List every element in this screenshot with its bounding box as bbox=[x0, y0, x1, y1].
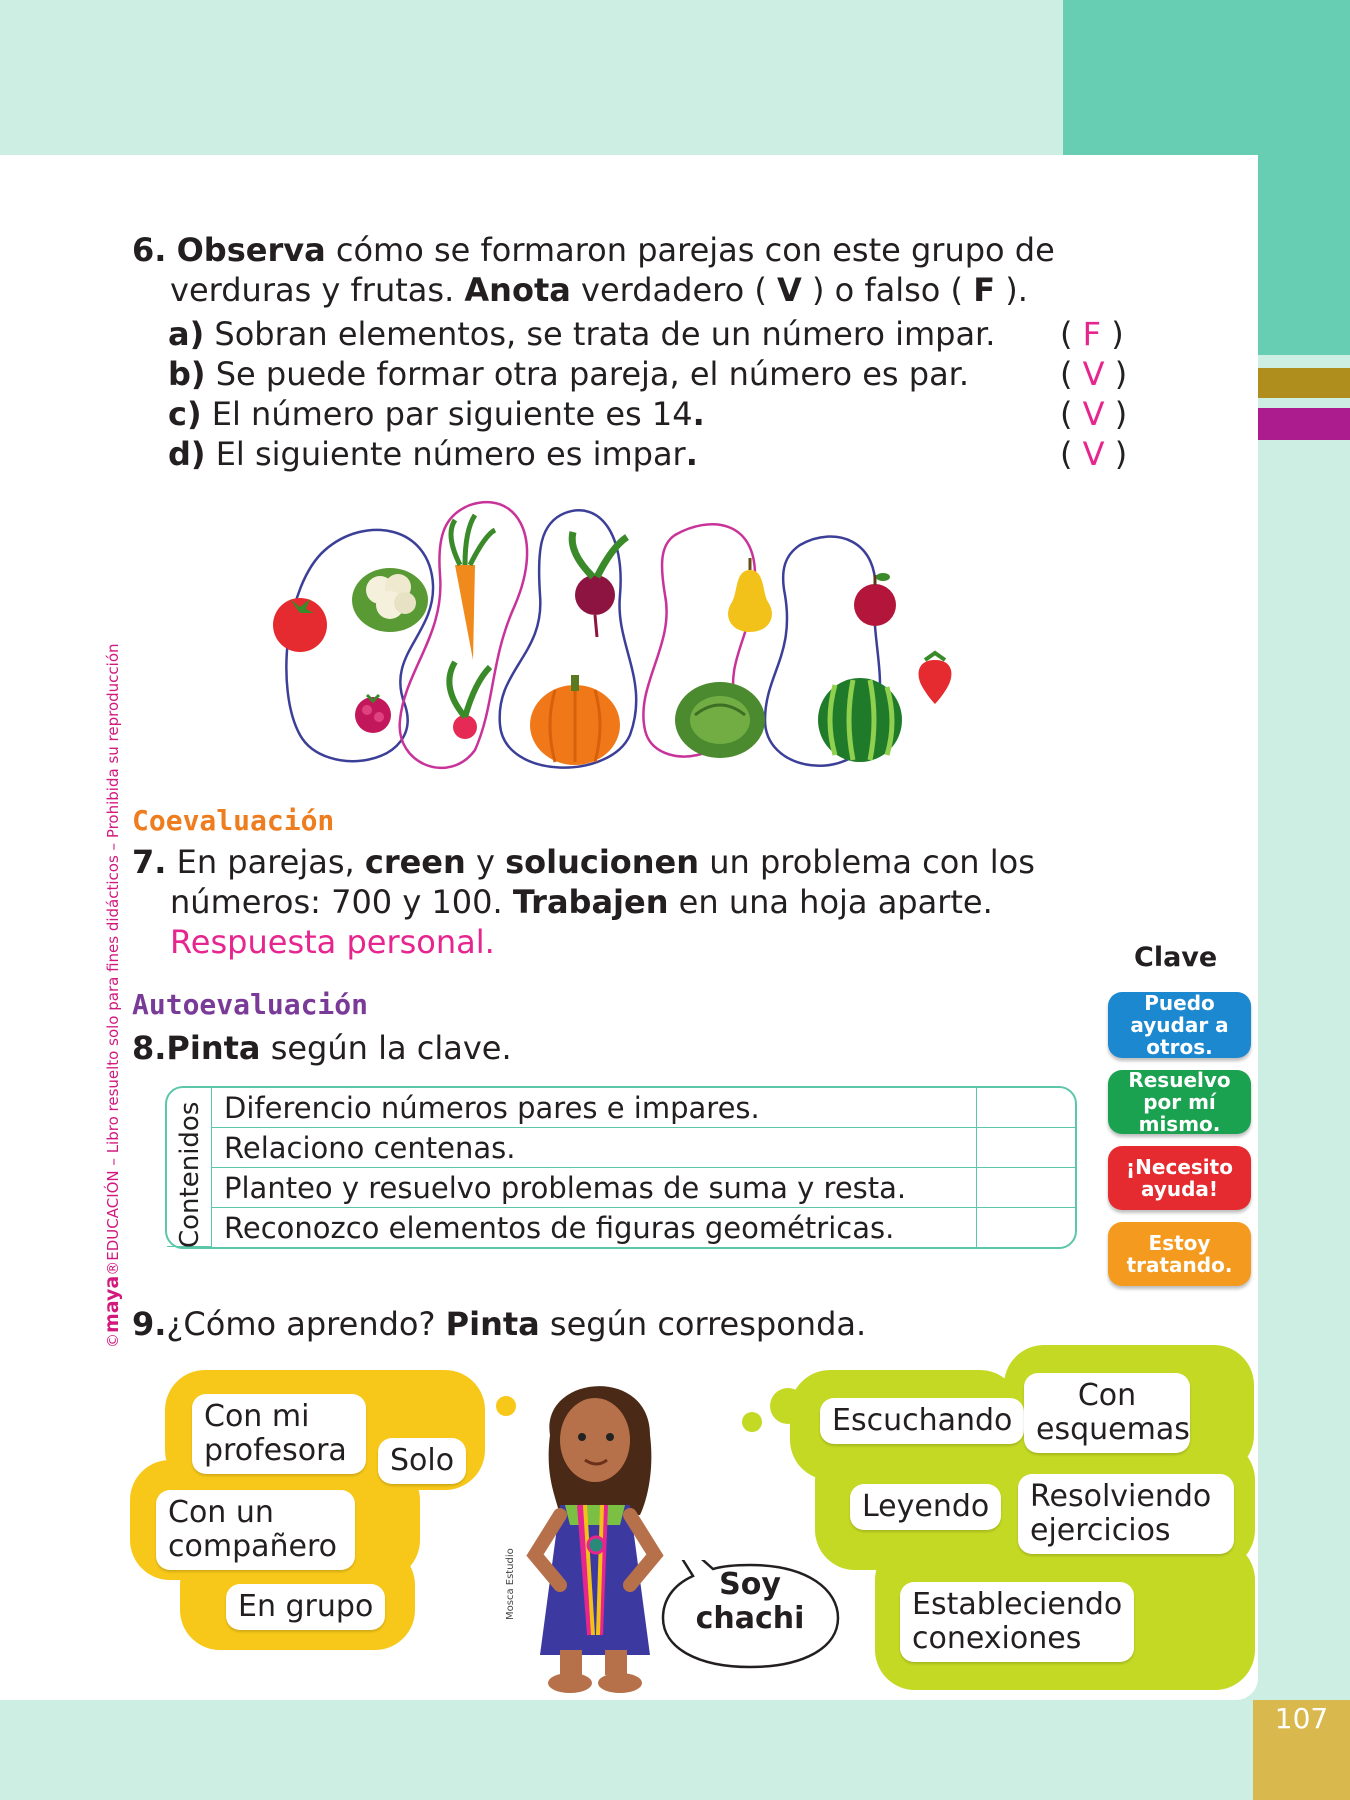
paint-box-2[interactable] bbox=[976, 1128, 1075, 1168]
q8-instruction: 8.Pinta según la clave. bbox=[132, 1029, 512, 1067]
row-text-1: Diferencio números pares e impares. bbox=[211, 1088, 976, 1128]
q7-line2: números: 700 y 100. Trabajen en una hoja aparte. bbox=[170, 883, 993, 921]
fruit-pairs-illustration bbox=[255, 495, 975, 780]
row-text-3: Planteo y resuelvo problemas de suma y resta. bbox=[211, 1168, 976, 1208]
strawberry-icon bbox=[919, 653, 952, 704]
key-title: Clave bbox=[1134, 942, 1218, 973]
girl-character-illustration bbox=[510, 1365, 670, 1700]
copyright-symbol: © bbox=[104, 1333, 122, 1348]
key-need-help: ¡Necesito ayuda! bbox=[1108, 1146, 1251, 1210]
cauliflower-icon bbox=[352, 568, 428, 632]
answer-a: ( F ) bbox=[1060, 315, 1124, 353]
paint-box-3[interactable] bbox=[976, 1168, 1075, 1208]
brand-name: maya bbox=[101, 1275, 123, 1333]
answer-b: ( V ) bbox=[1060, 355, 1128, 393]
q6-line2: verduras y frutas. Anota verdadero ( V ) o falso ( F ). bbox=[170, 271, 1028, 309]
option-listening[interactable]: Escuchando bbox=[820, 1398, 1024, 1444]
carrot-icon bbox=[451, 515, 495, 660]
table-row bbox=[167, 1208, 1075, 1247]
q7-line1: 7. En parejas, creen y solucionen un problema con los bbox=[132, 843, 1035, 881]
option-with-teacher[interactable]: Con mi profesora bbox=[192, 1394, 366, 1474]
key-help-others: Puedo ayudar a otros. bbox=[1108, 992, 1251, 1058]
paint-box-1[interactable] bbox=[976, 1088, 1075, 1128]
watermelon-icon bbox=[818, 678, 902, 762]
answer-d: ( V ) bbox=[1060, 435, 1128, 473]
contents-label-cell bbox=[167, 1088, 211, 1247]
thought-dot bbox=[442, 1380, 478, 1416]
key-self-solve: Resuelvo por mí mismo. bbox=[1108, 1070, 1251, 1134]
thought-dot bbox=[770, 1388, 806, 1424]
q6-line1: 6. Observa cómo se formaron parejas con este grupo de bbox=[132, 231, 1055, 269]
coevaluation-title: Coevaluación bbox=[132, 804, 335, 837]
option-with-classmate[interactable]: Con un compañero bbox=[156, 1490, 355, 1570]
apple-icon bbox=[854, 573, 896, 626]
row-text-2: Relaciono centenas. bbox=[211, 1128, 976, 1168]
option-making-connections[interactable]: Estableciendo conexiones bbox=[900, 1582, 1134, 1662]
olive-stripe bbox=[1258, 368, 1350, 398]
beet-icon bbox=[572, 532, 627, 637]
speech-text: Soy chachi bbox=[695, 1567, 805, 1636]
copyright-text: EDUCACIÓN – Libro resuelto solo para fines didácticos – Prohibida su reproducción bbox=[104, 643, 122, 1261]
table-row bbox=[167, 1168, 1075, 1208]
lettuce-icon bbox=[675, 682, 765, 758]
q6-item-b: b) Se puede formar otra pareja, el número es par. bbox=[168, 355, 970, 393]
registered-symbol: ® bbox=[104, 1260, 122, 1276]
contents-label: Contenidos bbox=[175, 1101, 205, 1248]
answer-c: ( V ) bbox=[1060, 395, 1128, 433]
pear-icon bbox=[728, 558, 772, 632]
option-diagrams[interactable]: Con esquemas bbox=[1024, 1373, 1190, 1453]
option-reading[interactable]: Leyendo bbox=[850, 1484, 1001, 1530]
q6-item-c: c) El número par siguiente es 14. bbox=[168, 395, 705, 433]
pumpkin-icon bbox=[530, 675, 620, 765]
q9-instruction: 9.¿Cómo aprendo? Pinta según corresponda. bbox=[132, 1305, 867, 1343]
table-row bbox=[167, 1128, 1075, 1168]
thought-dot bbox=[742, 1412, 762, 1432]
option-group[interactable]: En grupo bbox=[226, 1584, 385, 1630]
self-assessment-table bbox=[165, 1086, 1077, 1249]
magenta-stripe bbox=[1258, 408, 1350, 440]
page-number: 107 bbox=[1274, 1702, 1329, 1735]
raspberry-icon bbox=[355, 695, 391, 733]
row-text-4: Reconozco elementos de figuras geométricas. bbox=[211, 1208, 976, 1247]
table-row bbox=[167, 1088, 1075, 1128]
q7-answer: Respuesta personal. bbox=[170, 923, 495, 961]
autoevaluation-title: Autoevaluación bbox=[132, 988, 369, 1021]
illustration-credit: Mosca Estudio bbox=[505, 1548, 516, 1620]
option-solving-exercises[interactable]: Resolviendo ejercicios bbox=[1018, 1474, 1234, 1554]
q6-item-a: a) Sobran elementos, se trata de un número impar. bbox=[168, 315, 996, 353]
tomato-icon bbox=[273, 598, 327, 652]
q6-item-d: d) El siguiente número es impar. bbox=[168, 435, 698, 473]
paint-box-4[interactable] bbox=[976, 1208, 1075, 1247]
option-alone[interactable]: Solo bbox=[378, 1438, 466, 1484]
key-trying: Estoy tratando. bbox=[1108, 1222, 1251, 1286]
